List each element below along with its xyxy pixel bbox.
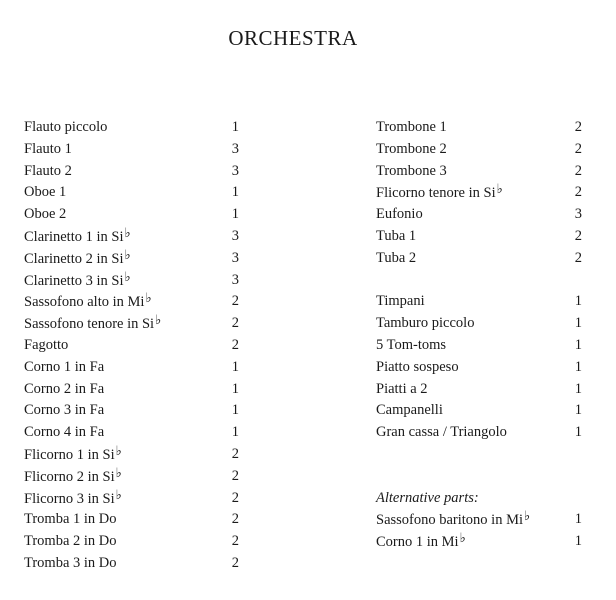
instrument-name-text: Gran cassa / Triangolo bbox=[376, 424, 507, 441]
instrument-row bbox=[376, 313, 582, 335]
instrument-count: 2 bbox=[231, 293, 239, 310]
instrument-count: 2 bbox=[574, 119, 582, 135]
instrument-name-text: Tromba 1 in Do bbox=[24, 511, 117, 528]
instrument-count: 1 bbox=[231, 184, 239, 201]
instrument-name bbox=[376, 291, 425, 313]
instrument-row bbox=[24, 335, 239, 357]
instrument-row bbox=[376, 226, 582, 248]
instrument-name-text: Flauto 2 bbox=[24, 162, 72, 179]
instrument-count: 1 bbox=[574, 315, 582, 332]
instrument-name bbox=[24, 226, 131, 249]
instrument-name-text: Corno 2 in Fa bbox=[24, 380, 105, 397]
instrument-name-text: Flicorno 2 in Si bbox=[24, 468, 115, 485]
instrument-name-text: Trombone 1 bbox=[376, 119, 447, 135]
instrument-count: 3 bbox=[231, 227, 239, 244]
instrument-name bbox=[24, 466, 122, 489]
instrument-row bbox=[24, 553, 239, 575]
instrument-count: 1 bbox=[574, 511, 582, 528]
instrument-count: 2 bbox=[574, 140, 582, 157]
instrument-name-text: Trombone 2 bbox=[376, 140, 447, 157]
instrument-row bbox=[376, 379, 582, 401]
instrument-name-text: Tuba 2 bbox=[376, 249, 417, 266]
instrument-name bbox=[376, 357, 459, 379]
instrument-name bbox=[24, 488, 122, 511]
instrument-count: 1 bbox=[574, 533, 582, 550]
instrument-name-text: Corno 3 in Fa bbox=[24, 402, 105, 419]
instrument-row bbox=[376, 139, 582, 161]
instrument-name bbox=[24, 553, 117, 575]
instrument-row bbox=[24, 357, 239, 379]
instrument-count: 1 bbox=[574, 293, 582, 310]
instrument-name bbox=[24, 291, 152, 314]
instrument-row bbox=[24, 117, 239, 139]
instrument-name-text: Sassofono tenore in Si bbox=[24, 316, 155, 333]
instrument-count: 1 bbox=[574, 380, 582, 397]
instrument-row bbox=[24, 291, 239, 313]
instrument-name bbox=[376, 139, 447, 161]
instrument-row bbox=[24, 161, 239, 183]
flat-sign: ♭ bbox=[524, 508, 531, 524]
instrument-name-text: Piatto sospeso bbox=[376, 358, 459, 375]
instrument-name bbox=[24, 379, 104, 401]
instrument-count: 1 bbox=[574, 402, 582, 419]
instrument-count: 1 bbox=[231, 119, 239, 135]
instrument-row bbox=[376, 400, 582, 422]
instrument-row bbox=[376, 422, 582, 444]
flat-sign: ♭ bbox=[124, 224, 131, 240]
flat-sign: ♭ bbox=[124, 268, 131, 284]
instrument-name bbox=[24, 313, 161, 336]
instrument-count: 3 bbox=[231, 140, 239, 157]
instrument-count: 1 bbox=[574, 424, 582, 441]
instrument-name bbox=[376, 400, 443, 422]
instrument-name-text: Flauto piccolo bbox=[24, 119, 108, 135]
flat-sign: ♭ bbox=[155, 312, 162, 328]
instrument-name bbox=[376, 379, 428, 401]
instrument-count: 1 bbox=[231, 206, 239, 223]
instrument-row bbox=[376, 117, 582, 139]
instrument-name bbox=[24, 357, 104, 379]
instrument-count: 3 bbox=[231, 249, 239, 266]
spacer bbox=[376, 444, 582, 466]
instrument-name bbox=[376, 313, 474, 335]
instrument-count: 2 bbox=[231, 511, 239, 528]
instrument-count: 2 bbox=[231, 533, 239, 550]
instrument-name-text: Oboe 1 bbox=[24, 184, 67, 201]
instrument-name-text: Eufonio bbox=[376, 206, 423, 223]
instrument-name bbox=[376, 226, 416, 248]
instrument-row bbox=[376, 182, 582, 204]
instrument-count: 2 bbox=[231, 489, 239, 506]
spacer bbox=[376, 270, 582, 292]
instrument-name bbox=[376, 531, 466, 554]
instrument-name-text: Flicorno 1 in Si bbox=[24, 446, 115, 463]
instrument-count: 3 bbox=[231, 162, 239, 179]
instrument-name-text: Tuba 1 bbox=[376, 227, 417, 244]
instrument-name-text: Campanelli bbox=[376, 402, 443, 419]
instrument-name-text: Flauto 1 bbox=[24, 140, 72, 157]
instrument-row bbox=[24, 248, 239, 270]
instrument-row bbox=[24, 182, 239, 204]
flat-sign: ♭ bbox=[496, 181, 503, 197]
instrument-count: 2 bbox=[231, 554, 239, 571]
instrument-name-text: Flicorno 3 in Si bbox=[24, 490, 115, 507]
instrument-name-text: Tromba 2 in Do bbox=[24, 533, 117, 550]
instrument-name-text: Piatti a 2 bbox=[376, 380, 428, 397]
page-title: ORCHESTRA bbox=[228, 26, 358, 50]
instrument-name-text: Oboe 2 bbox=[24, 206, 67, 223]
instrument-name-text: Clarinetto 2 in Si bbox=[24, 250, 124, 267]
instrument-name bbox=[376, 182, 503, 205]
instrument-name-text: Tamburo piccolo bbox=[376, 315, 475, 332]
instrument-row bbox=[24, 313, 239, 335]
instrument-name-text: Clarinetto 1 in Si bbox=[24, 228, 124, 245]
instrument-row bbox=[24, 488, 239, 510]
instrument-row bbox=[24, 466, 239, 488]
instrument-row bbox=[24, 270, 239, 292]
instrument-name bbox=[24, 182, 66, 204]
instrument-name bbox=[24, 400, 104, 422]
flat-sign: ♭ bbox=[115, 442, 122, 458]
instrument-name-text: Trombone 3 bbox=[376, 162, 447, 179]
instrument-name-text: Fagotto bbox=[24, 336, 69, 353]
flat-sign: ♭ bbox=[124, 246, 131, 262]
instrument-row bbox=[24, 400, 239, 422]
instrument-count: 1 bbox=[231, 380, 239, 397]
instrument-row bbox=[376, 357, 582, 379]
instrument-row bbox=[24, 422, 239, 444]
instrument-name-text: Sassofono baritono in Mi bbox=[376, 512, 524, 529]
flat-sign: ♭ bbox=[145, 290, 152, 306]
flat-sign: ♭ bbox=[115, 486, 122, 502]
instrument-name-text: Clarinetto 3 in Si bbox=[24, 272, 124, 289]
instrument-count: 2 bbox=[574, 227, 582, 244]
instrument-row bbox=[376, 291, 582, 313]
instrument-count: 2 bbox=[231, 445, 239, 462]
instrument-name bbox=[376, 509, 530, 532]
instrument-count: 1 bbox=[574, 336, 582, 353]
instrument-row bbox=[376, 509, 582, 531]
instrument-row bbox=[24, 509, 239, 531]
instrument-count: 1 bbox=[231, 358, 239, 375]
instrument-name-text: Timpani bbox=[376, 293, 425, 310]
instrument-row bbox=[24, 204, 239, 226]
instrument-name bbox=[376, 335, 446, 357]
instrument-count: 2 bbox=[231, 336, 239, 353]
instrument-name bbox=[24, 139, 72, 161]
instrument-row bbox=[24, 226, 239, 248]
instrument-name bbox=[24, 117, 107, 139]
instrument-row bbox=[24, 379, 239, 401]
instrument-list-left bbox=[24, 117, 239, 575]
instrument-name-text: 5 Tom-toms bbox=[376, 336, 447, 353]
instrument-name bbox=[24, 422, 104, 444]
instrument-name bbox=[24, 248, 131, 271]
instrument-count: 1 bbox=[231, 424, 239, 441]
instrument-count: 2 bbox=[231, 467, 239, 484]
instrument-name-text: Corno 1 in Mi bbox=[376, 534, 459, 551]
instrument-name bbox=[24, 204, 66, 226]
instrument-row bbox=[376, 248, 582, 270]
instrument-name bbox=[376, 248, 416, 270]
instrument-name-text: Flicorno tenore in Si bbox=[376, 185, 496, 202]
instrument-row bbox=[376, 531, 582, 553]
instrument-count: 2 bbox=[574, 184, 582, 201]
section-heading-label: Alternative parts: bbox=[376, 489, 479, 506]
section-heading bbox=[376, 488, 582, 510]
instrument-row bbox=[376, 161, 582, 183]
instrument-name-text: Corno 4 in Fa bbox=[24, 424, 105, 441]
instrument-count: 2 bbox=[231, 315, 239, 332]
flat-sign: ♭ bbox=[459, 530, 466, 546]
instrument-count: 2 bbox=[574, 162, 582, 179]
instrument-name bbox=[376, 117, 447, 139]
instrument-name bbox=[24, 335, 68, 357]
instrument-list-right bbox=[376, 117, 582, 553]
instrument-count: 3 bbox=[231, 271, 239, 288]
spacer bbox=[376, 466, 582, 488]
instrument-row bbox=[24, 531, 239, 553]
instrument-row bbox=[376, 335, 582, 357]
instrument-name-text: Tromba 3 in Do bbox=[24, 554, 117, 571]
instrument-name-text: Corno 1 in Fa bbox=[24, 358, 105, 375]
instrument-count: 3 bbox=[574, 206, 582, 223]
instrument-row bbox=[24, 444, 239, 466]
instrument-count: 2 bbox=[574, 249, 582, 266]
instrument-name bbox=[376, 204, 423, 226]
instrument-name bbox=[24, 531, 117, 553]
instrument-name-text: Sassofono alto in Mi bbox=[24, 294, 145, 311]
instrument-row bbox=[376, 204, 582, 226]
instrument-name bbox=[24, 444, 122, 467]
instrument-count: 1 bbox=[574, 358, 582, 375]
instrument-name bbox=[376, 161, 447, 183]
instrument-name bbox=[376, 422, 507, 444]
instrument-row bbox=[24, 139, 239, 161]
instrument-name bbox=[24, 509, 117, 531]
instrument-name bbox=[24, 161, 72, 183]
flat-sign: ♭ bbox=[115, 464, 122, 480]
instrument-name bbox=[24, 270, 131, 293]
instrument-count: 1 bbox=[231, 402, 239, 419]
